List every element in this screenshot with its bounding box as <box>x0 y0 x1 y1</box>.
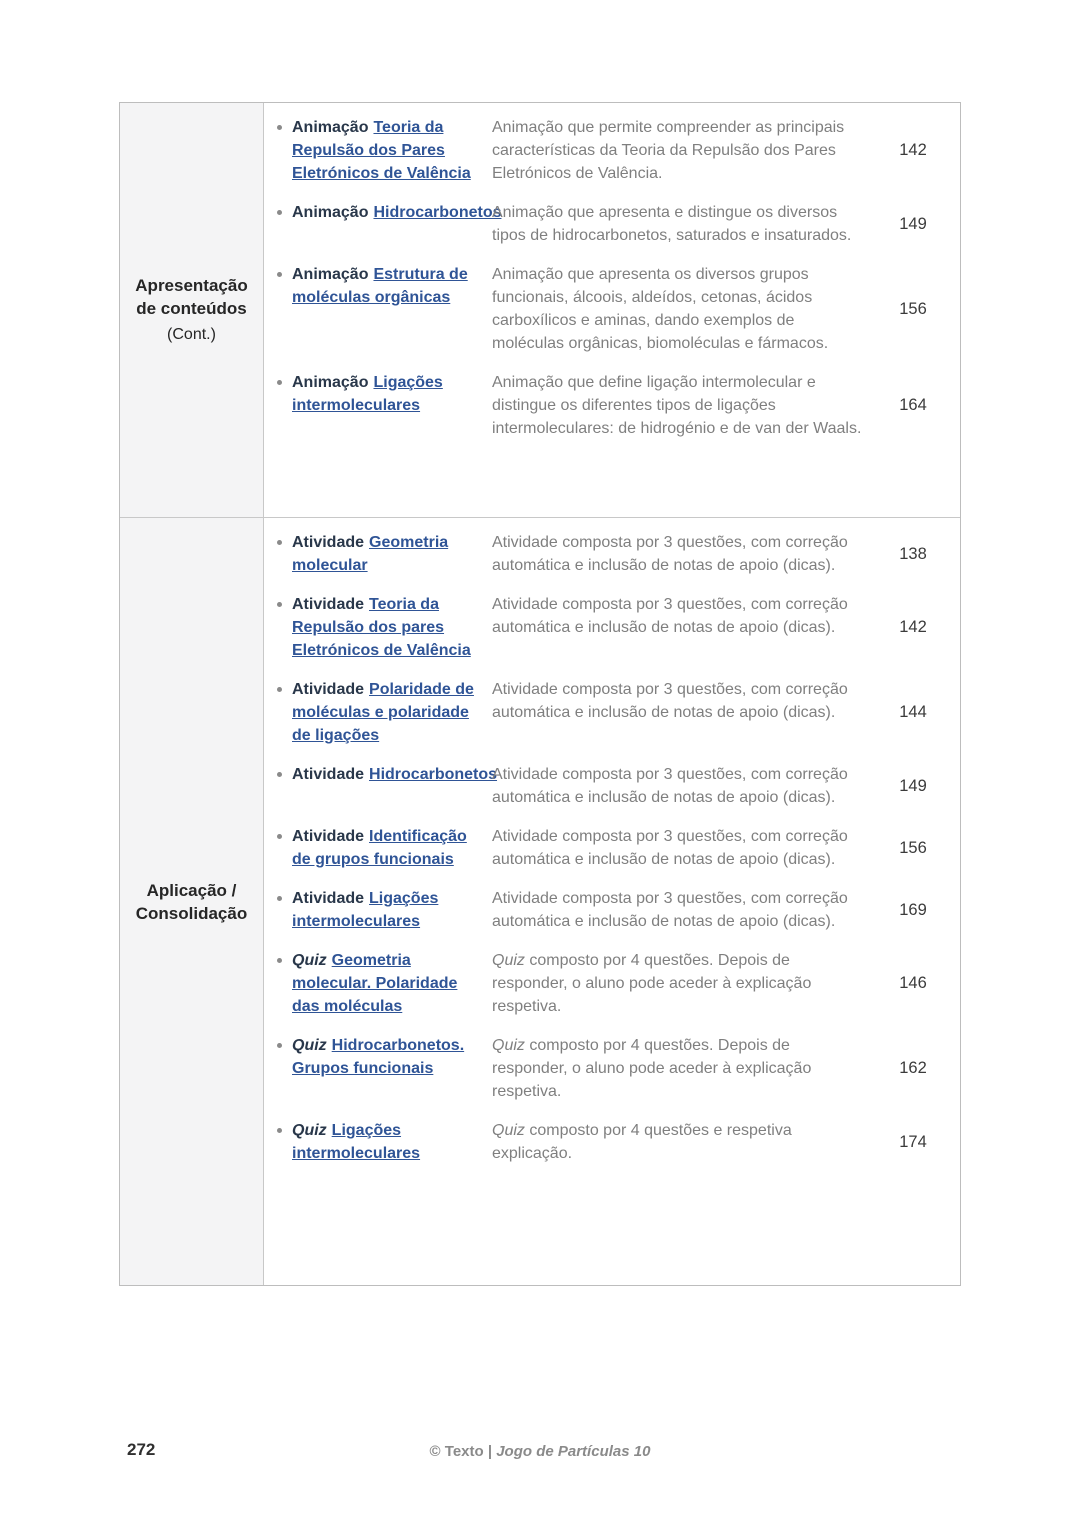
resource-link[interactable]: Hidrocarbonetos. Grupos funcionais <box>292 1037 465 1077</box>
resource-page-number: 138 <box>899 544 927 563</box>
section-label: de conteúdos <box>136 299 247 318</box>
resource-description: Atividade composta por 3 questões, com correção automática e inclusão de notas de apoio (dicas). <box>492 596 848 636</box>
resource-kind: Animação <box>292 204 369 221</box>
bullet-icon <box>276 678 292 747</box>
bullet-icon <box>276 263 292 355</box>
resource-link[interactable]: Geometria molecular <box>292 534 449 574</box>
resource-link[interactable]: Ligações intermoleculares <box>292 890 439 930</box>
section-content <box>264 518 960 1285</box>
table-row <box>276 825 960 871</box>
footer-credit <box>119 1443 961 1460</box>
resource-link[interactable]: Ligações intermoleculares <box>292 374 443 414</box>
footer-book-title: Jogo de Partículas 10 <box>496 1443 651 1460</box>
bullet-icon <box>276 1119 292 1165</box>
resource-page-number: 144 <box>899 703 927 721</box>
resource-kind: Atividade <box>292 681 365 698</box>
table-row <box>276 201 960 247</box>
bullet-icon <box>276 887 292 933</box>
resource-kind: Animação <box>292 266 369 283</box>
bullet-icon <box>276 116 292 185</box>
table-row <box>276 593 960 662</box>
resource-link[interactable]: Teoria da Repulsão dos pares Eletrónicos de Valência <box>292 596 471 659</box>
table-row <box>276 763 960 809</box>
resource-link[interactable]: Teoria da Repulsão dos Pares Eletrónicos de Valência <box>292 119 471 182</box>
resource-page-number: 156 <box>899 299 927 318</box>
resource-page-number: 174 <box>899 1132 927 1151</box>
resource-kind: Quiz <box>292 1122 327 1139</box>
resource-description: Quiz composto por 4 questões. Depois de responder, o aluno pode aceder à explicação respetiva. <box>492 1037 812 1100</box>
bullet-icon <box>276 763 292 809</box>
table-row <box>276 887 960 933</box>
resource-kind: Atividade <box>292 534 365 551</box>
resource-link[interactable]: Ligações intermoleculares <box>292 1122 421 1162</box>
section-label-cell <box>120 103 264 517</box>
resource-description: Animação que define ligação intermolecular e distingue os diferentes tipos de ligações intermoleculares: de hidrogénio e de van der Waals. <box>492 374 862 437</box>
table-row <box>276 678 960 747</box>
bullet-icon <box>276 825 292 871</box>
resource-description: Atividade composta por 3 questões, com correção automática e inclusão de notas de apoio (dicas). <box>492 766 848 806</box>
resource-page-number: 164 <box>899 396 927 414</box>
section-label: Consolidação <box>135 903 248 923</box>
resource-page-number: 146 <box>899 974 927 992</box>
resource-page-number: 156 <box>899 838 927 857</box>
resource-kind: Atividade <box>292 596 365 613</box>
resource-kind: Atividade <box>292 890 365 907</box>
table-row <box>276 371 960 440</box>
resource-page-number: 149 <box>899 776 927 795</box>
section-apresentacao-de-conteudos <box>120 103 960 518</box>
section-label-cell <box>120 518 264 1285</box>
bullet-icon <box>276 949 292 1018</box>
resource-page-number: 149 <box>899 214 927 233</box>
table-row <box>276 1034 960 1103</box>
bullet-icon <box>276 531 292 577</box>
resource-link[interactable]: Hidrocarbonetos <box>373 204 502 221</box>
resource-page-number: 169 <box>899 900 927 919</box>
resource-kind: Atividade <box>292 828 365 845</box>
resource-link[interactable]: Hidrocarbonetos <box>369 766 498 783</box>
section-label-note: (Cont.) <box>167 326 216 343</box>
table-row <box>276 1119 960 1165</box>
resource-link[interactable]: Estrutura de moléculas orgânicas <box>292 266 468 306</box>
bullet-icon <box>276 1034 292 1103</box>
bullet-icon <box>276 201 292 247</box>
resource-description: Animação que apresenta os diversos grupos funcionais, álcoois, aldeídos, cetonas, ácidos carboxílicos e aminas, dando exemplos de moléculas orgânicas, biomoléculas e fármacos. <box>492 266 829 352</box>
resource-description-italic-word: Quiz <box>492 1037 525 1054</box>
resource-description-italic-word: Quiz <box>492 952 525 969</box>
resource-page-number: 142 <box>899 618 927 636</box>
footer-page-number: 272 <box>127 1440 156 1459</box>
bullet-icon <box>276 371 292 440</box>
resource-kind: Animação <box>292 119 369 136</box>
footer-copyright: © Texto | <box>429 1443 493 1460</box>
resource-description: Atividade composta por 3 questões, com correção automática e inclusão de notas de apoio (dicas). <box>492 828 848 868</box>
section-label: Aplicação / <box>146 880 237 900</box>
resource-description: Atividade composta por 3 questões, com correção automática e inclusão de notas de apoio (dicas). <box>492 890 848 930</box>
resource-description-italic-word: Quiz <box>492 1122 525 1139</box>
resource-link[interactable]: Identificação de grupos funcionais <box>292 828 467 868</box>
resource-kind: Quiz <box>292 952 327 969</box>
table-row <box>276 116 960 185</box>
resource-page-number: 142 <box>899 141 927 159</box>
table-row <box>276 263 960 355</box>
table-row <box>276 531 960 577</box>
section-label: Apresentação <box>135 276 248 295</box>
resource-kind: Quiz <box>292 1037 327 1054</box>
section-content <box>264 103 960 517</box>
resource-description: Atividade composta por 3 questões, com correção automática e inclusão de notas de apoio (dicas). <box>492 681 848 721</box>
table-row <box>276 949 960 1018</box>
resource-description: Quiz composto por 4 questões. Depois de responder, o aluno pode aceder à explicação respetiva. <box>492 952 812 1015</box>
resource-description: Atividade composta por 3 questões, com correção automática e inclusão de notas de apoio (dicas). <box>492 534 848 574</box>
resource-link[interactable]: Polaridade de moléculas e polaridade de ligações <box>292 681 474 744</box>
resource-description: Animação que permite compreender as principais características da Teoria da Repulsão dos Pares Eletrónicos de Valência. <box>492 119 845 182</box>
resource-description: Animação que apresenta e distingue os diversos tipos de hidrocarbonetos, saturados e insaturados. <box>492 204 852 244</box>
resource-kind: Animação <box>292 374 369 391</box>
resource-kind: Atividade <box>292 766 365 783</box>
section-aplicacao-consolidacao <box>120 518 960 1285</box>
bullet-icon <box>276 593 292 662</box>
resource-page-number: 162 <box>899 1059 927 1077</box>
resource-description: Quiz composto por 4 questões e respetiva explicação. <box>492 1122 792 1162</box>
resources-table <box>119 102 961 1286</box>
resource-link[interactable]: Geometria molecular. Polaridade das moléculas <box>292 952 458 1015</box>
